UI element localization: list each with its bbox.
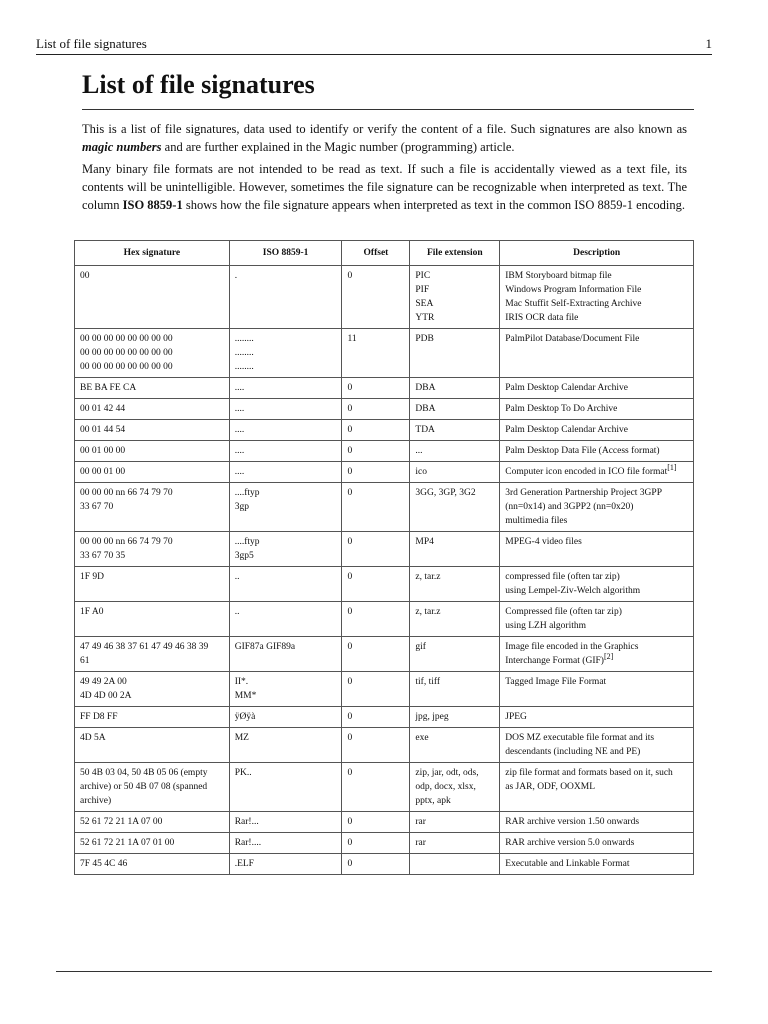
ext-line: PDB xyxy=(415,334,434,344)
cell-ext xyxy=(410,483,500,532)
desc-line: Windows Program Information File xyxy=(505,285,642,295)
hex-line: 50 4B 03 04, 50 4B 05 06 (empty xyxy=(80,768,208,778)
cell-offset: 0 xyxy=(342,707,410,728)
hex-line: 00 01 00 00 xyxy=(80,446,126,456)
hex-line: 52 61 72 21 1A 07 01 00 xyxy=(80,838,175,848)
footer-divider xyxy=(56,971,712,972)
table-row xyxy=(75,812,694,833)
cell-ext xyxy=(410,399,500,420)
iso-line: .... xyxy=(234,404,245,414)
cell-ext xyxy=(410,854,500,875)
cell-desc xyxy=(500,602,694,637)
iso-line: ....ftyp xyxy=(234,537,260,547)
desc-line: as JAR, ODF, OOXML xyxy=(505,782,596,792)
hex-line: 49 49 2A 00 xyxy=(80,677,127,687)
ext-line: rar xyxy=(415,817,426,827)
cell-hex xyxy=(75,728,230,763)
iso-line: Rar!.... xyxy=(234,838,262,848)
cell-offset: 0 xyxy=(342,833,410,854)
cell-iso xyxy=(229,763,342,812)
cell-iso xyxy=(229,420,342,441)
ext-line: PIC xyxy=(415,271,431,281)
iso-line: ........ xyxy=(234,348,254,358)
cell-iso xyxy=(229,707,342,728)
hex-line: 33 67 70 xyxy=(80,502,114,512)
table-row xyxy=(75,532,694,567)
hex-line: 00 01 44 54 xyxy=(80,425,126,435)
cell-ext xyxy=(410,532,500,567)
cell-ext xyxy=(410,707,500,728)
hex-line: 47 49 46 38 37 61 47 49 46 38 39 xyxy=(80,642,209,652)
hex-line: BE BA FE CA xyxy=(80,383,137,393)
cell-hex xyxy=(75,672,230,707)
desc-line: Executable and Linkable Format xyxy=(505,859,630,869)
hex-line: 33 67 70 35 xyxy=(80,551,126,561)
table-row xyxy=(75,763,694,812)
iso-line: II*. xyxy=(234,677,249,687)
hex-line: 1F A0 xyxy=(80,607,104,617)
iso-line: .. xyxy=(234,572,240,582)
cell-ext xyxy=(410,420,500,441)
cell-offset: 0 xyxy=(342,602,410,637)
intro-text: shows how the file signature appears when interpreted as text in the common ISO 8859-1 encoding. xyxy=(182,198,686,212)
desc-line: Palm Desktop Calendar Archive xyxy=(505,425,628,435)
desc-line: Palm Desktop Calendar Archive xyxy=(505,383,628,393)
desc-line: Compressed file (often tar zip) xyxy=(505,607,622,617)
iso-line: .. xyxy=(234,607,240,617)
cell-desc xyxy=(500,441,694,462)
cell-iso xyxy=(229,462,342,483)
cell-offset: 0 xyxy=(342,672,410,707)
footnote-reference[interactable]: [2] xyxy=(603,651,614,661)
desc-line: PalmPilot Database/Document File xyxy=(505,334,640,344)
desc-line: Mac Stuffit Self-Extracting Archive xyxy=(505,299,642,309)
ext-line: exe xyxy=(415,733,429,743)
cell-desc xyxy=(500,637,694,672)
hex-line: 7F 45 4C 46 xyxy=(80,859,128,869)
ext-line: jpg, jpeg xyxy=(415,712,449,722)
cell-desc xyxy=(500,532,694,567)
column-header: Description xyxy=(500,241,694,266)
cell-iso xyxy=(229,637,342,672)
cell-desc xyxy=(500,462,694,483)
cell-offset: 0 xyxy=(342,399,410,420)
table-row xyxy=(75,462,694,483)
cell-iso xyxy=(229,483,342,532)
cell-desc xyxy=(500,378,694,399)
table-row xyxy=(75,483,694,532)
ext-line: z, tar.z xyxy=(415,572,441,582)
intro-text: This is a list of file signatures, data used to identify or verify the content of a file. Such signatures are also known as xyxy=(82,122,687,136)
intro-paragraph-2 xyxy=(82,160,687,214)
intro-text: Many binary file formats are not intended to be read as text. If such a file is accidentally viewed as a text file, its contents will be unintelligible. However, sometimes the file signature can be recognizable when interpreted as text. The column xyxy=(82,162,687,212)
table-row xyxy=(75,420,694,441)
table-body xyxy=(75,266,694,875)
ext-line: tif, tiff xyxy=(415,677,441,687)
cell-ext xyxy=(410,812,500,833)
desc-line: using Lempel-Ziv-Welch algorithm xyxy=(505,586,641,596)
cell-offset: 0 xyxy=(342,483,410,532)
ext-line: pptx, apk xyxy=(415,796,451,806)
cell-hex xyxy=(75,420,230,441)
hex-line: 61 xyxy=(80,656,90,666)
desc-line-wrap xyxy=(505,462,688,479)
iso-line: ÿØÿà xyxy=(234,712,256,722)
hex-line: 00 00 00 00 00 00 00 00 xyxy=(80,348,173,358)
table-row xyxy=(75,399,694,420)
desc-line: multimedia files xyxy=(505,516,568,526)
desc-line: using LZH algorithm xyxy=(505,621,587,631)
running-head-title: List of file signatures xyxy=(36,36,147,51)
ext-line: YTR xyxy=(415,313,435,323)
cell-desc xyxy=(500,728,694,763)
cell-iso xyxy=(229,378,342,399)
hex-line: 1F 9D xyxy=(80,572,105,582)
cell-desc xyxy=(500,483,694,532)
column-header: Offset xyxy=(342,241,410,266)
cell-desc xyxy=(500,329,694,378)
desc-line-wrap xyxy=(505,651,688,668)
desc-line: descendants (including NE and PE) xyxy=(505,747,641,757)
cell-offset: 0 xyxy=(342,441,410,462)
cell-desc xyxy=(500,812,694,833)
table-row xyxy=(75,637,694,672)
cell-iso xyxy=(229,399,342,420)
cell-desc xyxy=(500,266,694,329)
cell-ext xyxy=(410,329,500,378)
intro-text: and are further explained in the Magic number (programming) article. xyxy=(161,140,515,154)
cell-ext xyxy=(410,602,500,637)
cell-iso xyxy=(229,602,342,637)
hex-line: 00 00 00 nn 66 74 79 70 xyxy=(80,537,173,547)
cell-hex xyxy=(75,854,230,875)
table-row xyxy=(75,602,694,637)
iso-line: .... xyxy=(234,425,245,435)
table-row xyxy=(75,441,694,462)
header-divider xyxy=(36,54,712,55)
iso-line: MM* xyxy=(234,691,257,701)
ext-line: MP4 xyxy=(415,537,434,547)
cell-ext xyxy=(410,833,500,854)
desc-line: compressed file (often tar zip) xyxy=(505,572,620,582)
desc-line: Tagged Image File Format xyxy=(505,677,607,687)
ext-line: DBA xyxy=(415,383,436,393)
cell-hex xyxy=(75,266,230,329)
table-row xyxy=(75,833,694,854)
desc-line: IRIS OCR data file xyxy=(505,313,579,323)
title-divider xyxy=(82,109,694,110)
cell-iso xyxy=(229,854,342,875)
table-row xyxy=(75,854,694,875)
ext-line: SEA xyxy=(415,299,434,309)
iso-line: 3gp5 xyxy=(234,551,254,561)
desc-line: Interchange Format (GIF) xyxy=(505,656,604,666)
cell-ext xyxy=(410,266,500,329)
cell-hex xyxy=(75,483,230,532)
cell-offset: 0 xyxy=(342,420,410,441)
cell-hex xyxy=(75,707,230,728)
table-row xyxy=(75,378,694,399)
cell-hex xyxy=(75,532,230,567)
cell-offset: 0 xyxy=(342,854,410,875)
desc-line: RAR archive version 1.50 onwards xyxy=(505,817,640,827)
cell-ext xyxy=(410,567,500,602)
desc-line: JPEG xyxy=(505,712,527,722)
cell-desc xyxy=(500,672,694,707)
table-row xyxy=(75,728,694,763)
ext-line: gif xyxy=(415,642,426,652)
file-signatures-table xyxy=(74,240,694,875)
cell-iso xyxy=(229,266,342,329)
desc-line: Computer icon encoded in ICO file format xyxy=(505,467,668,477)
hex-line: archive) xyxy=(80,796,112,806)
cell-iso xyxy=(229,532,342,567)
desc-line: Palm Desktop To Do Archive xyxy=(505,404,618,414)
hex-line: 00 00 00 nn 66 74 79 70 xyxy=(80,488,173,498)
cell-ext xyxy=(410,378,500,399)
desc-line: (nn=0x14) and 3GPP2 (nn=0x20) xyxy=(505,502,634,512)
column-header: Hex signature xyxy=(75,241,230,266)
iso-line: ........ xyxy=(234,334,254,344)
desc-line: MPEG-4 video files xyxy=(505,537,582,547)
iso-line: .... xyxy=(234,467,245,477)
ext-line: rar xyxy=(415,838,426,848)
cell-ext xyxy=(410,441,500,462)
desc-line: IBM Storyboard bitmap file xyxy=(505,271,612,281)
hex-line: 00 00 01 00 xyxy=(80,467,126,477)
intro-paragraph-1 xyxy=(82,120,687,156)
cell-desc xyxy=(500,567,694,602)
cell-iso xyxy=(229,812,342,833)
cell-offset: 0 xyxy=(342,637,410,672)
ext-line: DBA xyxy=(415,404,436,414)
iso-line: ........ xyxy=(234,362,254,372)
ext-line: odp, docx, xlsx, xyxy=(415,782,476,792)
desc-line: zip file format and formats based on it, such xyxy=(505,768,673,778)
ext-line: ... xyxy=(415,446,423,456)
ext-line: zip, jar, odt, ods, xyxy=(415,768,479,778)
hex-line: 00 00 00 00 00 00 00 00 xyxy=(80,334,173,344)
desc-line: 3rd Generation Partnership Project 3GPP xyxy=(505,488,662,498)
cell-hex xyxy=(75,441,230,462)
hex-line: 4D 5A xyxy=(80,733,106,743)
ext-line: 3GG, 3GP, 3G2 xyxy=(415,488,476,498)
cell-hex xyxy=(75,637,230,672)
ext-line: z, tar.z xyxy=(415,607,441,617)
iso-line: .... xyxy=(234,446,245,456)
cell-hex xyxy=(75,378,230,399)
cell-desc xyxy=(500,833,694,854)
iso-line: . xyxy=(234,271,238,281)
cell-offset: 0 xyxy=(342,812,410,833)
cell-hex xyxy=(75,462,230,483)
hex-line: FF D8 FF xyxy=(80,712,118,722)
desc-line: Palm Desktop Data File (Access format) xyxy=(505,446,660,456)
desc-line: DOS MZ executable file format and its xyxy=(505,733,655,743)
cell-desc xyxy=(500,420,694,441)
cell-offset: 0 xyxy=(342,266,410,329)
cell-offset: 0 xyxy=(342,532,410,567)
cell-hex xyxy=(75,399,230,420)
cell-desc xyxy=(500,399,694,420)
cell-iso xyxy=(229,567,342,602)
hex-line: 00 01 42 44 xyxy=(80,404,126,414)
cell-hex xyxy=(75,763,230,812)
table-row xyxy=(75,266,694,329)
cell-hex xyxy=(75,329,230,378)
ext-line: ico xyxy=(415,467,427,477)
ext-line: TDA xyxy=(415,425,435,435)
table-row xyxy=(75,707,694,728)
cell-iso xyxy=(229,833,342,854)
cell-hex xyxy=(75,567,230,602)
hex-line: 4D 4D 00 2A xyxy=(80,691,132,701)
cell-offset: 0 xyxy=(342,567,410,602)
page-number: 1 xyxy=(705,36,712,51)
cell-hex xyxy=(75,833,230,854)
iso-line: .ELF xyxy=(234,859,254,869)
cell-ext xyxy=(410,462,500,483)
iso-line: MZ xyxy=(234,733,249,743)
page-title: List of file signatures xyxy=(82,70,315,99)
cell-offset: 0 xyxy=(342,378,410,399)
cell-ext xyxy=(410,763,500,812)
table-row xyxy=(75,329,694,378)
cell-offset: 0 xyxy=(342,728,410,763)
iso-line: GIF87a GIF89a xyxy=(234,642,296,652)
iso-line: .... xyxy=(234,383,245,393)
cell-ext xyxy=(410,728,500,763)
cell-desc xyxy=(500,763,694,812)
cell-iso xyxy=(229,441,342,462)
table-row xyxy=(75,672,694,707)
footnote-reference[interactable]: [1] xyxy=(667,462,677,472)
hex-line: 52 61 72 21 1A 07 00 xyxy=(80,817,163,827)
cell-iso xyxy=(229,728,342,763)
iso-line: ....ftyp xyxy=(234,488,260,498)
cell-offset: 11 xyxy=(342,329,410,378)
hex-line: archive) or 50 4B 07 08 (spanned xyxy=(80,782,208,792)
iso-line: PK.. xyxy=(234,768,252,778)
hex-line: 00 00 00 00 00 00 00 00 xyxy=(80,362,173,372)
cell-hex xyxy=(75,602,230,637)
cell-desc xyxy=(500,707,694,728)
table-row xyxy=(75,567,694,602)
cell-offset: 0 xyxy=(342,763,410,812)
iso-line: 3gp xyxy=(234,502,249,512)
cell-hex xyxy=(75,812,230,833)
cell-offset: 0 xyxy=(342,462,410,483)
cell-ext xyxy=(410,672,500,707)
cell-ext xyxy=(410,637,500,672)
cell-iso xyxy=(229,672,342,707)
iso-line: Rar!... xyxy=(234,817,259,827)
hex-line: 00 xyxy=(80,271,90,281)
magic-numbers-term: magic numbers xyxy=(82,140,162,154)
cell-desc xyxy=(500,854,694,875)
column-header: ISO 8859-1 xyxy=(229,241,342,266)
cell-iso xyxy=(229,329,342,378)
desc-line: RAR archive version 5.0 onwards xyxy=(505,838,635,848)
iso-column-term: ISO 8859-1 xyxy=(122,198,183,212)
desc-line: Image file encoded in the Graphics xyxy=(505,642,639,652)
ext-line: PIF xyxy=(415,285,430,295)
table-header-row xyxy=(75,241,694,266)
column-header: File extension xyxy=(410,241,500,266)
running-head xyxy=(36,36,712,52)
